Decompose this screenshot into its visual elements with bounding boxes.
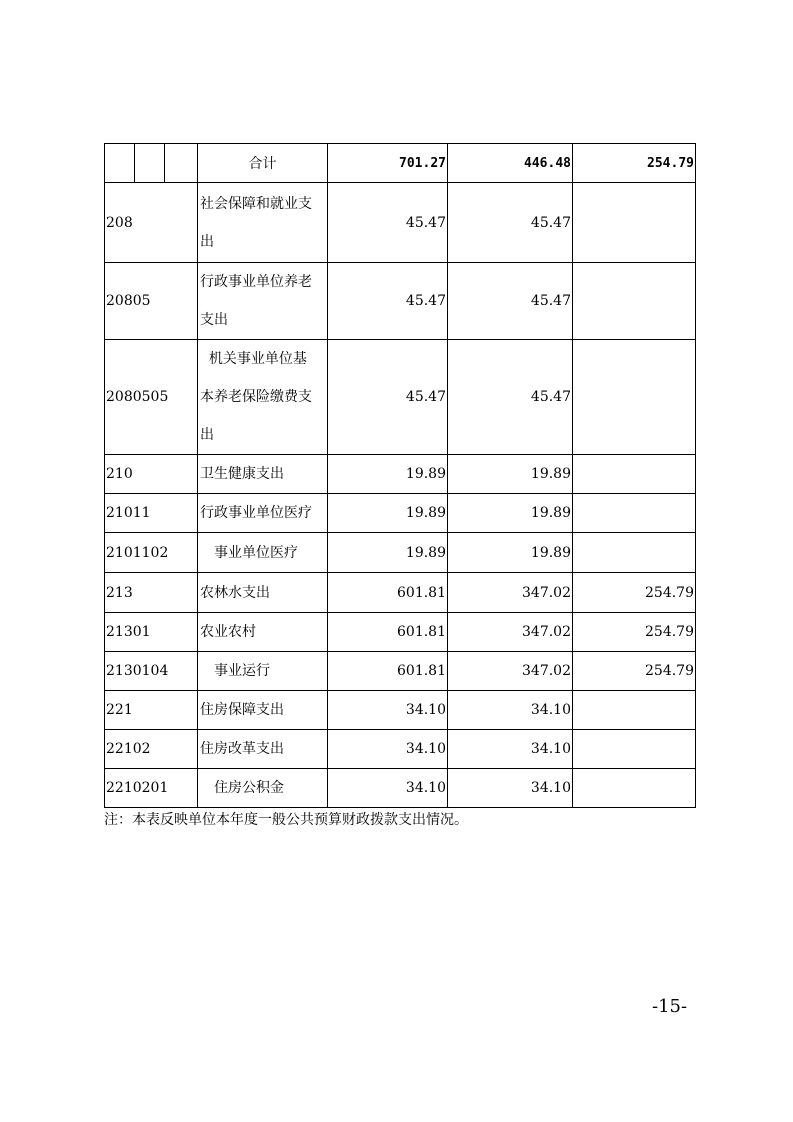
row-code: 22102 — [105, 730, 198, 769]
row-col3 — [573, 533, 696, 573]
row-name: 卫生健康支出 — [198, 455, 328, 494]
row-name: 行政事业单位医疗 — [198, 494, 328, 533]
class-cell — [105, 144, 135, 183]
row-col2: 19.89 — [448, 533, 573, 573]
item-cell — [165, 144, 198, 183]
row-col3 — [573, 730, 696, 769]
row-name: 农林水支出 — [198, 573, 328, 613]
row-col2: 19.89 — [448, 494, 573, 533]
row-col1: 34.10 — [328, 769, 448, 808]
table-row — [105, 533, 696, 573]
row-col1: 34.10 — [328, 730, 448, 769]
total-col2: 446.48 — [448, 144, 573, 183]
row-col2: 34.10 — [448, 769, 573, 808]
row-col2: 45.47 — [448, 263, 573, 340]
row-col3 — [573, 769, 696, 808]
table-row — [105, 263, 696, 340]
row-code: 2210201 — [105, 769, 198, 808]
row-col2: 34.10 — [448, 730, 573, 769]
row-name: 住房公积金 — [198, 769, 328, 808]
table-row — [105, 652, 696, 691]
total-label: 合计 — [198, 144, 328, 183]
row-code: 2080505 — [105, 340, 198, 455]
row-name-line: 出 — [200, 427, 214, 443]
row-name-line: 机关事业单位基 — [200, 351, 307, 367]
row-name-line: 出 — [200, 233, 214, 250]
row-col3 — [573, 691, 696, 730]
total-col1: 701.27 — [328, 144, 448, 183]
row-col2: 347.02 — [448, 613, 573, 652]
row-col3 — [573, 263, 696, 340]
row-code: 213 — [105, 573, 198, 613]
total-col3: 254.79 — [573, 144, 696, 183]
row-col1: 601.81 — [328, 613, 448, 652]
row-code: 21301 — [105, 613, 198, 652]
row-name — [198, 263, 328, 340]
table-row — [105, 340, 696, 455]
row-col2: 347.02 — [448, 652, 573, 691]
budget-table — [104, 143, 696, 808]
row-col3 — [573, 183, 696, 263]
table-body — [105, 183, 696, 808]
row-code: 208 — [105, 183, 198, 263]
table-row — [105, 691, 696, 730]
row-code: 2130104 — [105, 652, 198, 691]
row-code: 210 — [105, 455, 198, 494]
row-name-line: 本养老保险缴费支 — [200, 389, 312, 405]
row-col2: 45.47 — [448, 183, 573, 263]
row-col3: 254.79 — [573, 652, 696, 691]
row-col3: 254.79 — [573, 613, 696, 652]
row-code: 2101102 — [105, 533, 198, 573]
footnote: 注：本表反映单位本年度一般公共预算财政拨款支出情况。 — [104, 812, 468, 828]
row-code: 221 — [105, 691, 198, 730]
row-col3 — [573, 340, 696, 455]
table-row — [105, 183, 696, 263]
row-col1: 45.47 — [328, 183, 448, 263]
row-name-line: 支出 — [200, 312, 228, 328]
row-name — [198, 183, 328, 263]
page-number: -15- — [652, 996, 688, 1017]
row-col2: 19.89 — [448, 455, 573, 494]
row-name: 住房改革支出 — [198, 730, 328, 769]
total-row — [105, 144, 696, 183]
table-row — [105, 494, 696, 533]
row-col1: 19.89 — [328, 455, 448, 494]
row-col1: 19.89 — [328, 494, 448, 533]
row-name: 农业农村 — [198, 613, 328, 652]
row-name: 事业运行 — [198, 652, 328, 691]
row-col3: 254.79 — [573, 573, 696, 613]
row-col1: 45.47 — [328, 340, 448, 455]
table-row — [105, 769, 696, 808]
row-name: 住房保障支出 — [198, 691, 328, 730]
row-name-line: 社会保障和就业支 — [200, 195, 312, 212]
row-col1: 19.89 — [328, 533, 448, 573]
table-row — [105, 573, 696, 613]
row-code: 21011 — [105, 494, 198, 533]
row-name-line: 行政事业单位养老 — [200, 274, 312, 290]
row-col2: 347.02 — [448, 573, 573, 613]
row-col3 — [573, 494, 696, 533]
table-row — [105, 455, 696, 494]
row-col1: 601.81 — [328, 573, 448, 613]
row-col1: 34.10 — [328, 691, 448, 730]
table-row — [105, 730, 696, 769]
row-col1: 45.47 — [328, 263, 448, 340]
row-col2: 34.10 — [448, 691, 573, 730]
row-name — [198, 340, 328, 455]
row-col2: 45.47 — [448, 340, 573, 455]
category-cell — [135, 144, 165, 183]
row-col1: 601.81 — [328, 652, 448, 691]
row-name: 事业单位医疗 — [198, 533, 328, 573]
row-code: 20805 — [105, 263, 198, 340]
table-row — [105, 613, 696, 652]
row-col3 — [573, 455, 696, 494]
